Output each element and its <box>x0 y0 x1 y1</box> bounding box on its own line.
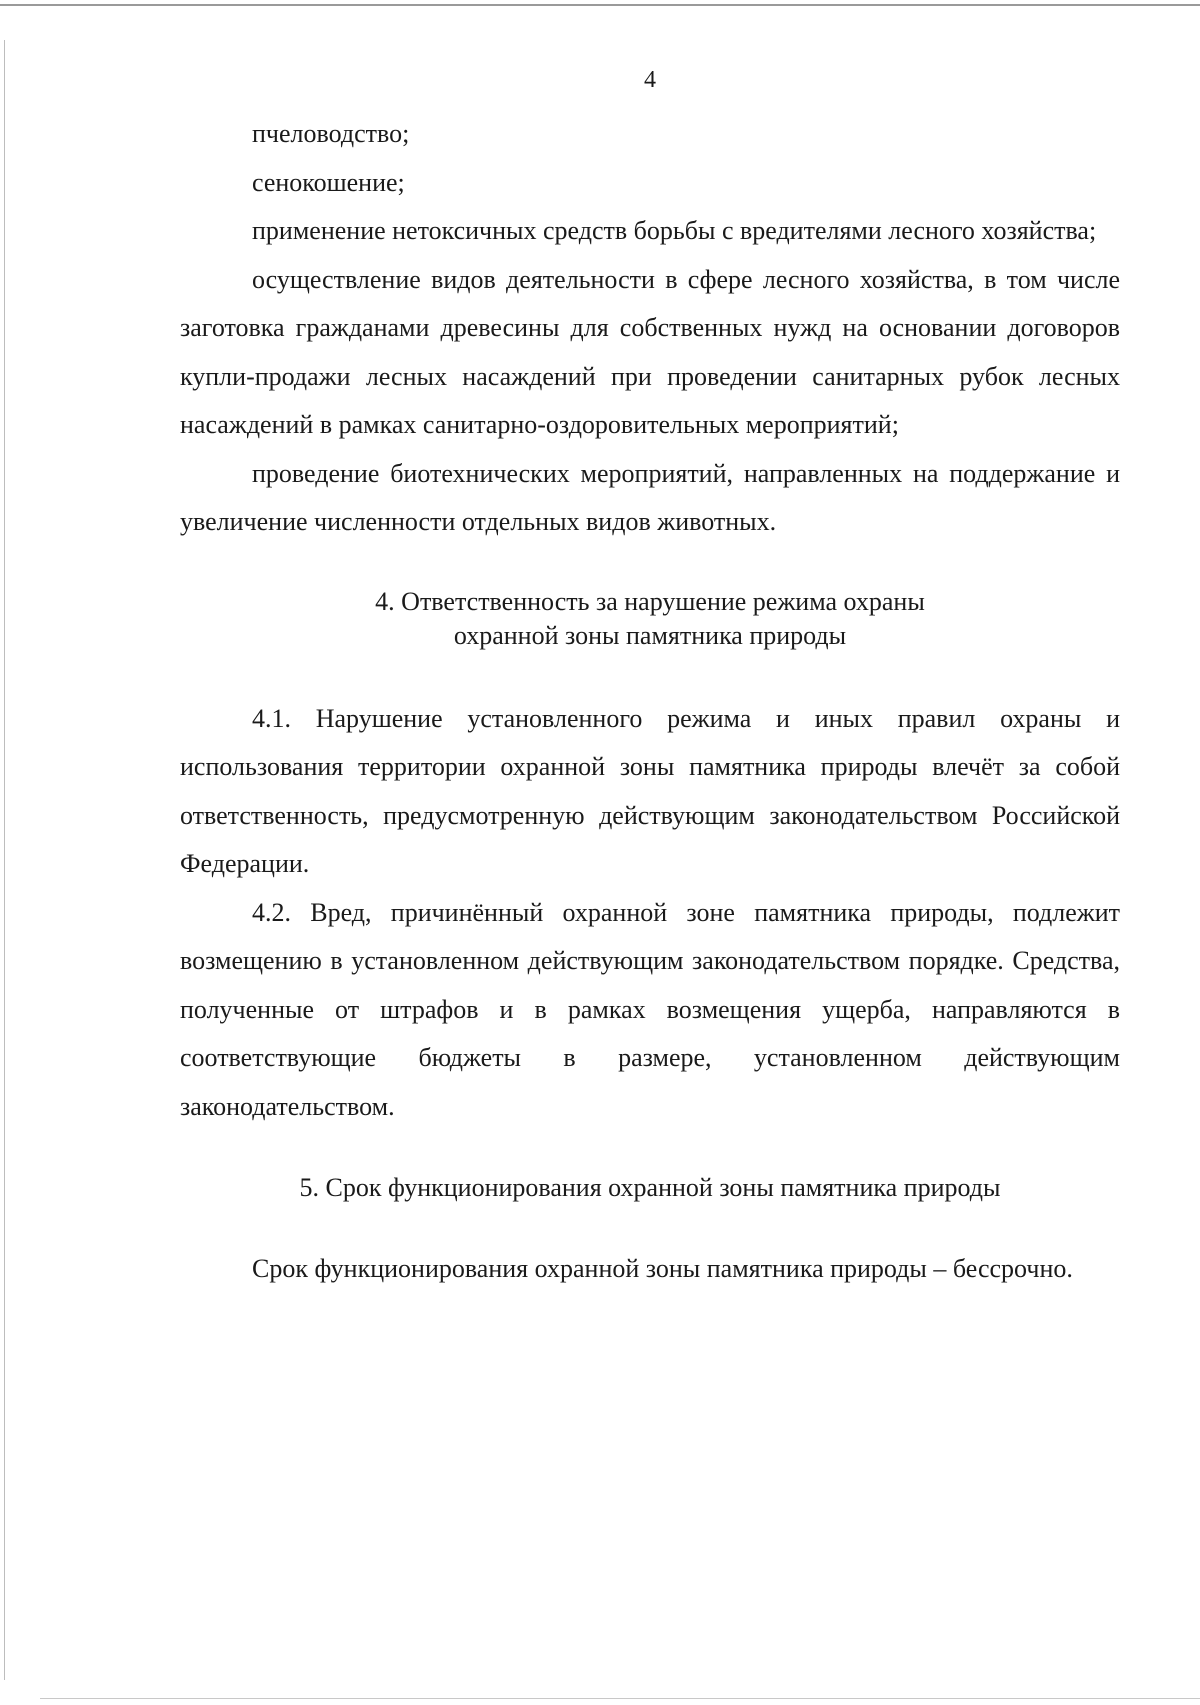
section-5-heading: 5. Срок функционирования охранной зоны памятника природы <box>299 1173 1001 1202</box>
scan-edge-bottom <box>40 1698 1200 1699</box>
list-item-biotechnical-measures: проведение биотехнических мероприятий, направленных на поддержание и увеличение численности отдельных видов животных. <box>180 458 1120 536</box>
document-page <box>180 60 1120 1294</box>
section-4-heading <box>180 585 1120 653</box>
section-4-title-line1: 4. Ответственность за нарушение режима охраны <box>375 586 925 616</box>
list-item-pest-control: применение нетоксичных средств борьбы с вредителями лесного хозяйства; <box>252 216 1097 245</box>
scan-edge-left <box>4 40 5 1680</box>
list-item-forestry-activities: осуществление видов деятельности в сфере лесного хозяйства, в том числе заготовка гражданами древесины для собственных нужд на основании договоров купли-продажи лесных насаждений при проведении санитарных рубок лесных насаждений в рамках санитарно-оздоровительных мероприятий; <box>180 264 1120 439</box>
list-item-haymaking: сенокошение; <box>252 167 405 197</box>
section-5-paragraph-1: Срок функционирования охранной зоны памятника природы – бессрочно. <box>252 1254 1073 1283</box>
scan-edge-top <box>0 4 1200 6</box>
list-item-beekeeping: пчеловодство; <box>252 119 410 148</box>
section-4-paragraph-1: 4.1. Нарушение установленного режима и иных правил охраны и использования территории охранной зоны памятника природы влечёт за собой ответственность, предусмотренную действующим законодательством Российской Федерации. <box>180 703 1120 878</box>
section-4-title-line2: охранной зоны памятника природы <box>453 620 847 650</box>
section-4-paragraph-2: 4.2. Вред, причинённый охранной зоне памятника природы, подлежит возмещению в установленном действующим законодательством порядке. Средства, полученные от штрафов и в рамках возмещения ущерба, направляются в соответствующие бюджеты в размере, установленном действующим законодательством. <box>180 897 1120 1121</box>
page-number: 4 <box>644 67 656 93</box>
